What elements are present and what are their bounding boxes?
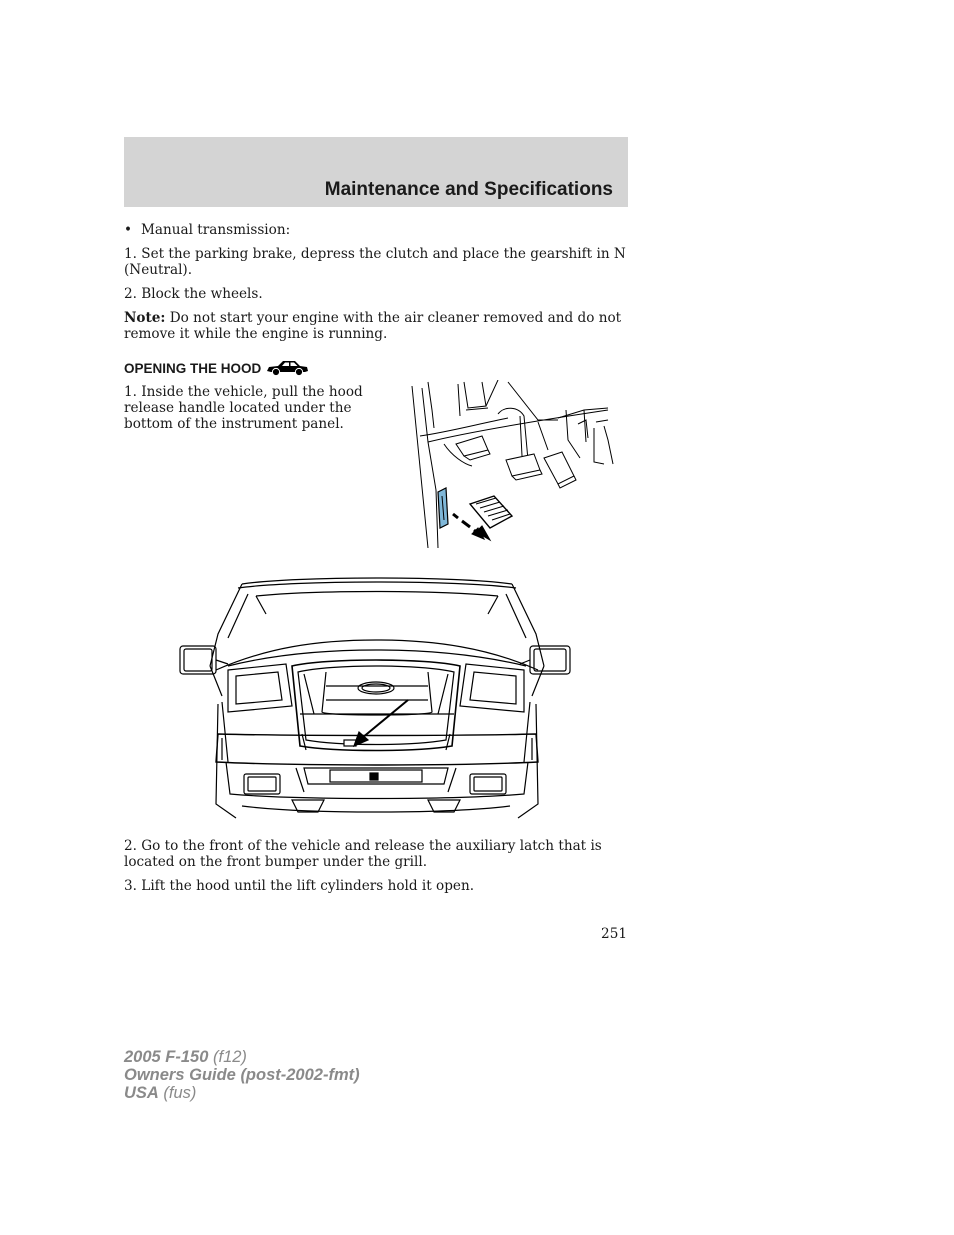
section-header-title: Maintenance and Specifications (324, 179, 613, 200)
section-header-band (124, 137, 628, 207)
hood-release-illustration (408, 380, 618, 554)
hood-step-3: 3. Lift the hood until the lift cylinders hold it open. (124, 878, 475, 894)
bullet-item (124, 222, 290, 238)
bullet-text: Manual transmission: (141, 222, 291, 238)
footer-line-guide (124, 1066, 360, 1084)
truck-front-illustration (176, 574, 576, 828)
paragraph-block-wheels: 2. Block the wheels. (124, 286, 263, 302)
bullet-dot-icon: • (124, 222, 133, 238)
footer-model-code: (f12) (208, 1048, 247, 1066)
footer-model: 2005 F-150 (124, 1048, 209, 1066)
section-heading-opening-hood (124, 359, 309, 381)
footer-region-code: (fus) (158, 1084, 197, 1102)
page-number: 251 (601, 926, 627, 942)
footer-region: USA (124, 1084, 159, 1102)
footer-line-region (124, 1084, 360, 1102)
note-paragraph (124, 310, 628, 342)
section-heading-text: OPENING THE HOOD (124, 361, 262, 376)
note-text: Do not start your engine with the air cleaner removed and do not remove it while the engine is running. (124, 310, 622, 342)
paragraph-parking-brake: 1. Set the parking brake, depress the clutch and place the gearshift in N (Neutral). (124, 246, 626, 278)
footer-line-model (124, 1048, 360, 1066)
footer-guide: Owners Guide (post-2002-fmt) (124, 1066, 360, 1084)
note-label: Note: (124, 310, 166, 326)
hood-step-1: 1. Inside the vehicle, pull the hood release handle located under the bottom of the instrument panel. (124, 384, 363, 432)
car-icon (265, 359, 309, 381)
hood-step-2: 2. Go to the front of the vehicle and release the auxiliary latch that is located on the front bumper under the grill. (124, 838, 602, 870)
document-footer (124, 1048, 360, 1102)
